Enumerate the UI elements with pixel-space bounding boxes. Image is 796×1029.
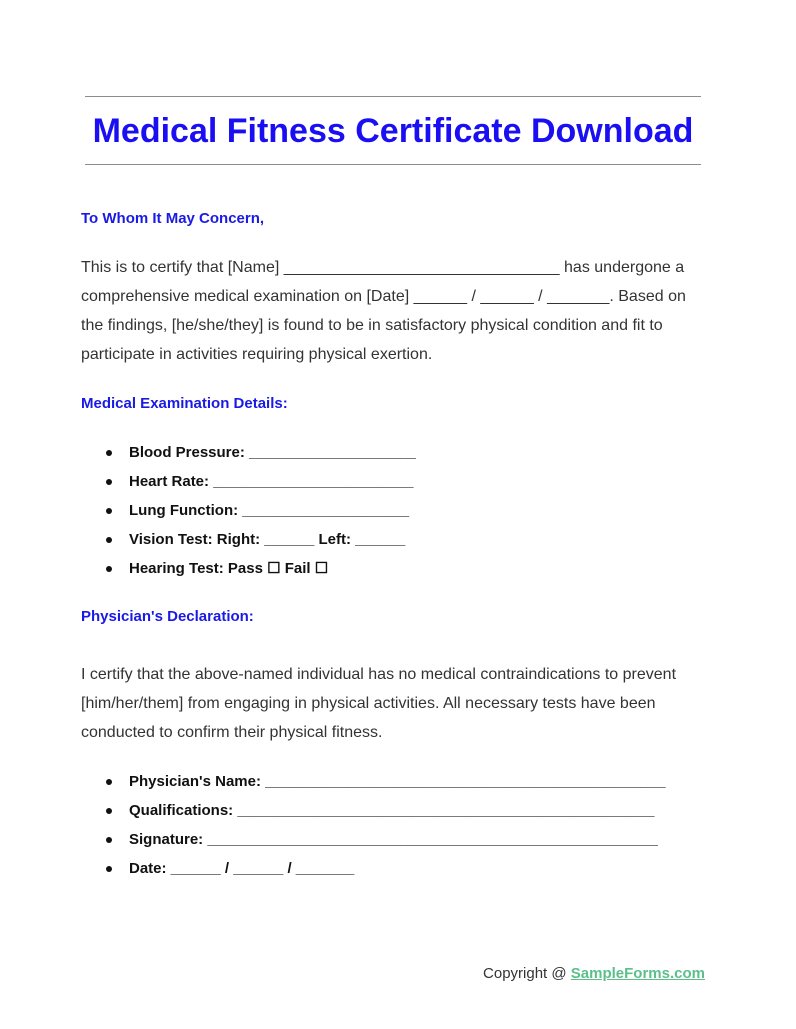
bullet-icon: [106, 566, 112, 572]
copyright-footer: [483, 965, 705, 982]
bullet-icon: [106, 479, 112, 485]
salutation: To Whom It May Concern,: [81, 210, 265, 227]
bullet-icon: [106, 837, 112, 843]
qualifications-field: Qualifications: __________________________________________________: [81, 796, 666, 825]
bullet-icon: [106, 779, 112, 785]
blood-pressure-field: Blood Pressure: ____________________: [81, 438, 416, 467]
hearing-test-field: Hearing Test: Pass ☐ Fail ☐: [81, 554, 416, 583]
title-top-divider: [85, 96, 701, 97]
physician-details-list: [81, 767, 666, 883]
intro-line: comprehensive medical examination on [Date] ______ / ______ / _______. Based on: [81, 288, 686, 305]
bullet-icon: [106, 866, 112, 872]
lung-function-field: Lung Function: ____________________: [81, 496, 416, 525]
bullet-icon: [106, 508, 112, 514]
declaration-line: conducted to confirm their physical fitness.: [81, 724, 383, 741]
bullet-icon: [106, 450, 112, 456]
declaration-line: [him/her/them] from engaging in physical activities. All necessary tests have been: [81, 695, 656, 712]
exam-section-heading: Medical Examination Details:: [81, 395, 288, 412]
date-field: Date: ______ / ______ / _______: [81, 854, 666, 883]
declaration-line: I certify that the above-named individual has no medical contraindications to prevent: [81, 666, 677, 683]
declaration-section-heading: Physician's Declaration:: [81, 608, 254, 625]
page-title: Medical Fitness Certificate Download: [92, 112, 694, 150]
intro-line: the findings, [he/she/they] is found to be in satisfactory physical condition and fit to: [81, 317, 663, 334]
physician-name-field: Physician's Name: ________________________________________________: [81, 767, 666, 796]
bullet-icon: [106, 808, 112, 814]
sampleforms-link[interactable]: SampleForms.com: [570, 965, 705, 982]
intro-paragraph: [81, 253, 721, 369]
title-bottom-divider: [85, 164, 701, 165]
exam-details-list: [81, 438, 416, 583]
copyright-text: Copyright @: [483, 965, 571, 982]
heart-rate-field: Heart Rate: ________________________: [81, 467, 416, 496]
bullet-icon: [106, 537, 112, 543]
signature-field: Signature: ______________________________________________________: [81, 825, 666, 854]
vision-test-field: Vision Test: Right: ______ Left: ______: [81, 525, 416, 554]
intro-line: This is to certify that [Name] _______________________________ has undergone a: [81, 259, 685, 276]
declaration-paragraph: [81, 660, 721, 747]
intro-line: participate in activities requiring physical exertion.: [81, 346, 433, 363]
